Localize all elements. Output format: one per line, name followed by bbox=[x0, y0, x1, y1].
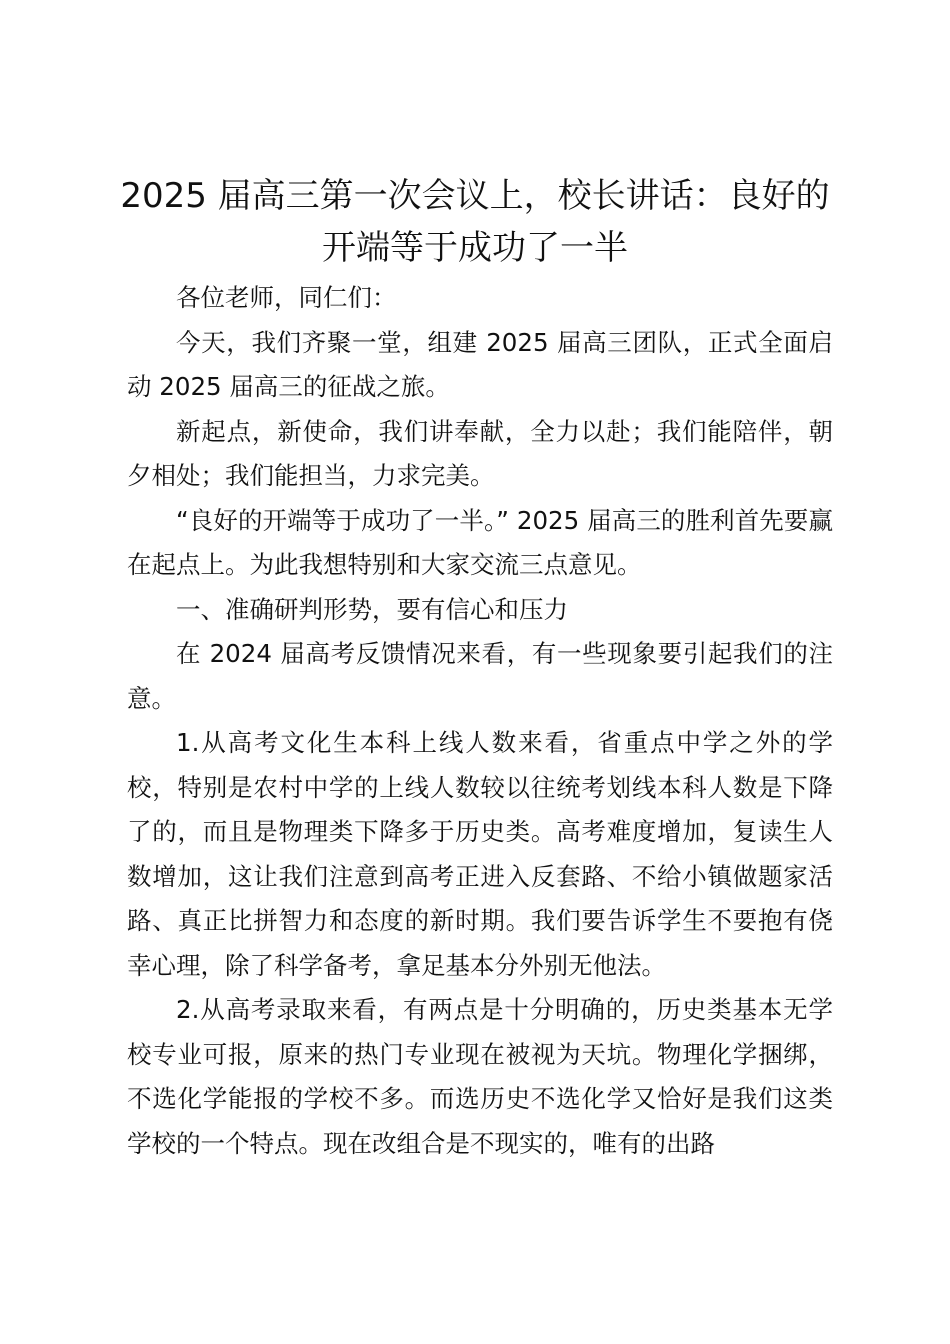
body-paragraph: 新起点，新使命，我们讲奉献，全力以赴；我们能陪伴，朝夕相处；我们能担当，力求完美。 bbox=[127, 416, 833, 490]
body-paragraph: 1.从高考文化生本科上线人数来看，省重点中学之外的学校，特别是农村中学的上线人数较以往统考划线本科人数是下降了的，而且是物理类下降多于历史类。高考难度增加，复读生人数增加，这让我们注意到高考正进入反套路、不给小镇做题家活路、真正比拼智力和态度的新时期。我们要告诉学生不要抱有侥幸心理，除了科学备考，拿足基本分外别无他法。 bbox=[127, 728, 833, 980]
body-paragraph: 2.从高考录取来看，有两点是十分明确的，历史类基本无学校专业可报，原来的热门专业现在被视为天坑。物理化学捆绑，不选化学能报的学校不多。而选历史不选化学又恰好是我们这类学校的一个特点。现在改组合是不现实的，唯有的出路 bbox=[127, 995, 833, 1158]
body-paragraph: 今天，我们齐聚一堂，组建 2025 届高三团队，正式全面启动 2025 届高三的征战之旅。 bbox=[127, 327, 833, 401]
section-heading: 一、准确研判形势，要有信心和压力 bbox=[176, 594, 568, 624]
body-paragraph: “良好的开端等于成功了一半。” 2025 届高三的胜利首先要赢在起点上。为此我想特别和大家交流三点意见。 bbox=[127, 505, 833, 579]
greeting-paragraph: 各位老师，同仁们： bbox=[176, 283, 397, 312]
document-body bbox=[127, 276, 833, 1166]
document-title: 2025 届高三第一次会议上，校长讲话：良好的开端等于成功了一半 bbox=[120, 176, 830, 268]
body-paragraph: 在 2024 届高考反馈情况来看，有一些现象要引起我们的注意。 bbox=[127, 639, 833, 713]
